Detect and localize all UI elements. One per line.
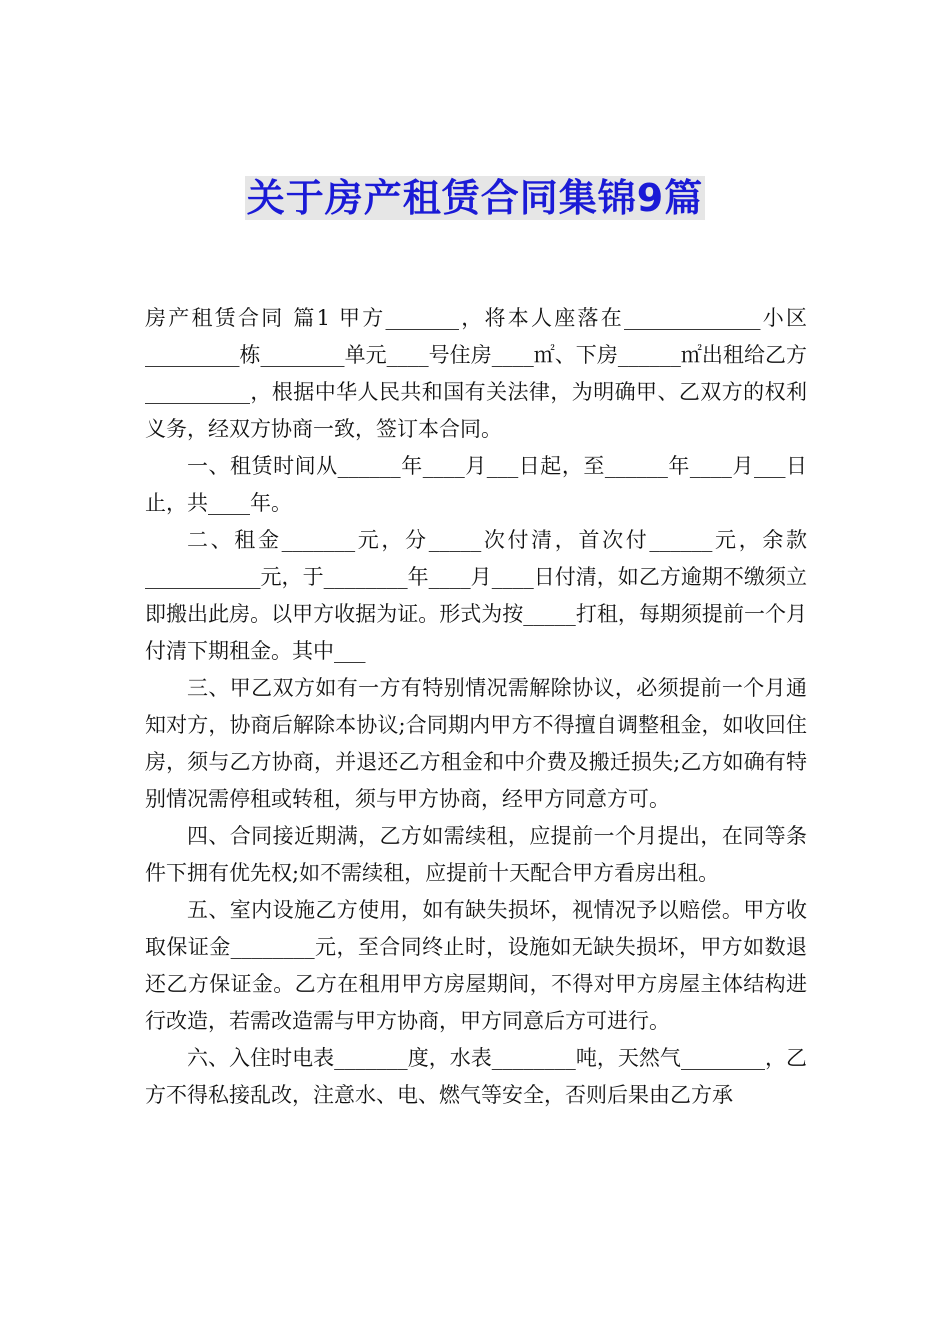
paragraph-clause-3: 三、甲乙双方如有一方有特别情况需解除协议，必须提前一个月通知对方，协商后解除本协议;合同期内甲方不得擅自调整租金，如收回住房，须与乙方协商，并退还乙方租金和中介费及搬迁损失;乙方如确有特别情况需停租或转租，须与甲方协商，经甲方同意方可。 [145, 676, 807, 811]
paragraph-intro: 房产租赁合同 篇1 甲方_______，将本人座落在_____________小区_________栋________单元____号住房____㎡、下房______㎡出租给乙方__________，根据中华人民共和国有关法律，为明确甲、乙双方的权利义务，经双方协商一致，签订本合同。 [145, 306, 807, 441]
paragraph-clause-2: 二、租金_______元，分_____次付清，首次付______元，余款___________元，于________年____月____日付清，如乙方逾期不缴须立即搬出此房。以甲方收据为证。形式为按_____打租，每期须提前一个月付清下期租金。其中___ [145, 528, 807, 663]
paragraph-clause-6: 六、入住时电表_______度，水表________吨，天然气________，乙方不得私接乱改，注意水、电、燃气等安全，否则后果由乙方承 [145, 1046, 807, 1107]
document-body [145, 300, 807, 1114]
document-title [0, 172, 950, 224]
paragraph-clause-5: 五、室内设施乙方使用，如有缺失损坏，视情况予以赔偿。甲方收取保证金________元，至合同终止时，设施如无缺失损坏，甲方如数退还乙方保证金。乙方在租用甲方房屋期间，不得对甲方房屋主体结构进行改造，若需改造需与甲方协商，甲方同意后方可进行。 [145, 898, 807, 1033]
paragraph-clause-4: 四、合同接近期满，乙方如需续租，应提前一个月提出，在同等条件下拥有优先权;如不需续租，应提前十天配合甲方看房出租。 [145, 824, 807, 885]
paragraph-clause-1: 一、租赁时间从______年____月___日起，至______年____月___日止，共____年。 [145, 454, 807, 515]
title-text: 关于房产租赁合同集锦9篇 [246, 176, 704, 220]
